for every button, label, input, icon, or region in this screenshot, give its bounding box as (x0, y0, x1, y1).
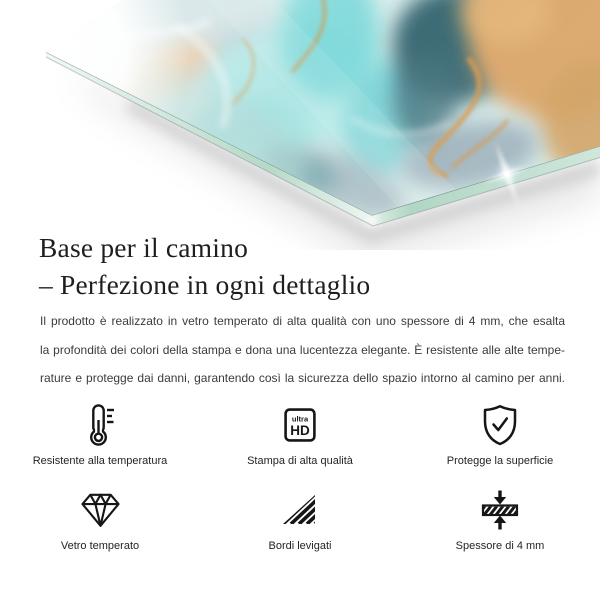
feature-label: Bordi levigati (268, 540, 332, 552)
feature-thickness (400, 488, 600, 553)
shield-check-icon (482, 403, 518, 447)
feature-label: Vetro temperato (60, 540, 140, 552)
feature-label: Stampa di alta qualità (247, 455, 353, 467)
product-image (0, 0, 600, 250)
product-description (40, 307, 565, 393)
thickness-icon (480, 488, 520, 532)
feature-tempered-glass (0, 488, 200, 553)
ultra-hd-icon (284, 403, 316, 447)
page-title-line1: Base per il camino (39, 232, 249, 263)
feature-label: Spessore di 4 mm (455, 540, 545, 552)
feature-row-2 (0, 488, 600, 553)
feature-row-1 (0, 403, 600, 468)
svg-text:ultra: ultra (291, 414, 309, 424)
polished-edges-icon (282, 488, 318, 532)
description-line: rature e protegge dai danni, garantendo così la sicurezza dello spazio intorno al camino per anni. (40, 371, 565, 386)
diamond-icon (80, 488, 121, 532)
page-title-line2: – Perfezione in ogni dettaglio (39, 269, 371, 300)
description-line: la profondità dei colori della stampa e dona una lucentezza elegante. È resistente alle alte tempe- (40, 342, 565, 357)
description-line: Il prodotto è realizzato in vetro temperato di alta qualità con uno spessore di 4 mm, che esalta (40, 314, 565, 328)
feature-temperature (0, 403, 200, 468)
page-title (39, 229, 370, 303)
feature-print-quality (200, 403, 400, 468)
thermometer-icon (85, 403, 115, 447)
feature-label: Protegge la superficie (446, 455, 554, 467)
feature-polished-edges (200, 488, 400, 553)
feature-label: Resistente alla temperatura (32, 455, 168, 467)
feature-grid (0, 403, 600, 553)
svg-text:HD: HD (290, 423, 310, 438)
feature-protection (400, 403, 600, 468)
